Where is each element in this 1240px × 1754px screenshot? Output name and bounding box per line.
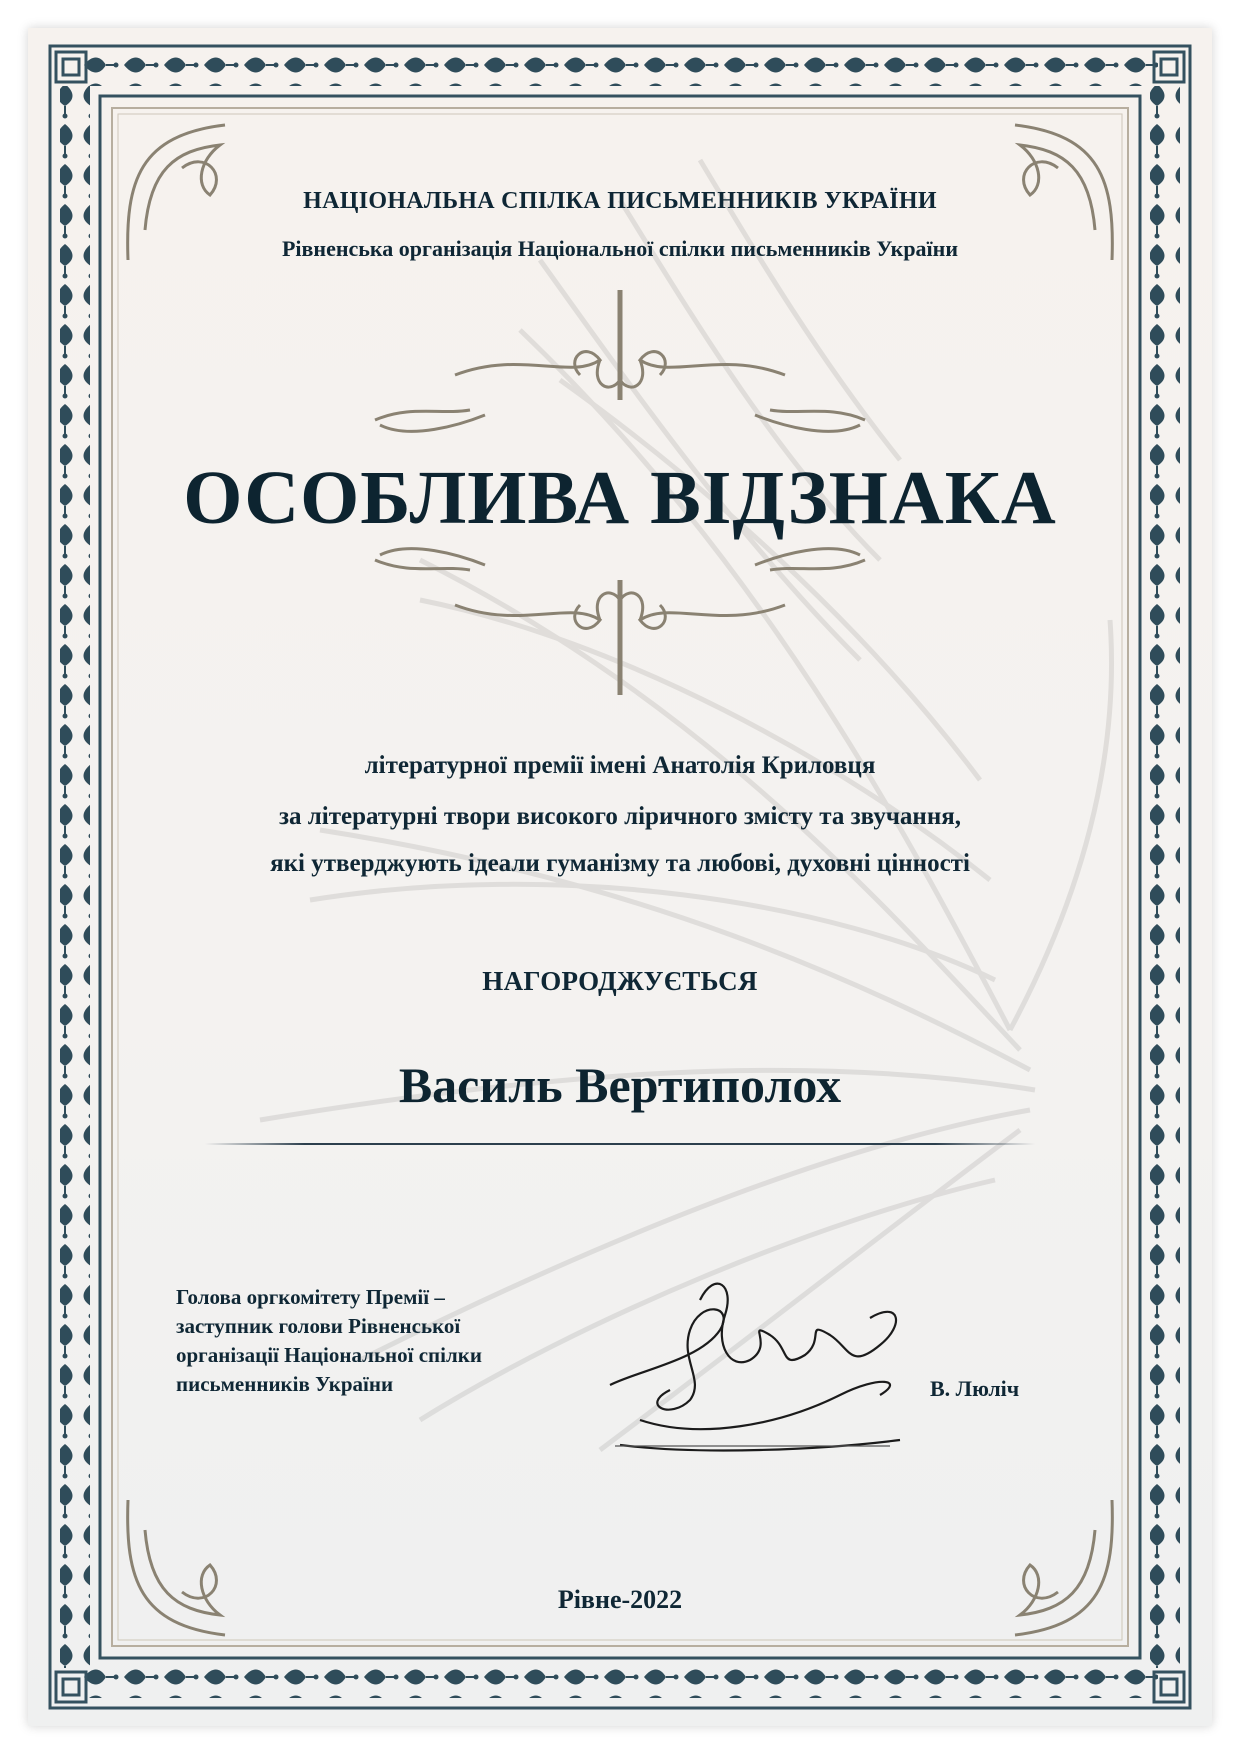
place-year: Рівне-2022 [557,1585,683,1614]
recipient-name: Василь Вертиполох [398,1057,842,1113]
signatory-role-line: письменників України [176,1372,394,1396]
signatory-role-line: Голова оргкомітету Премії – [176,1285,445,1309]
signer-name: В. Люліч [930,1376,1020,1401]
award-description-line: за літературні твори високого ліричного змісту та звучання, [278,803,962,830]
signatory-role [176,1283,596,1399]
award-title: ОСОБЛИВА ВІДЗНАКА [183,456,1057,540]
awarded-label: НАГОРОДЖУЄТЬСЯ [482,966,758,996]
signatory-role-line: організації Національної спілки [176,1343,482,1367]
award-description-line: літературної премії імені Анатолія Криловця [364,752,876,779]
organization-subtitle: Рівненська організація Національної спілки письменників України [281,236,959,261]
handwritten-signature [610,1284,900,1451]
recipient-underline [205,1143,1035,1145]
award-description-line: які утверджують ідеали гуманізму та любові, духовні цінності [270,850,970,877]
organization-title: НАЦІОНАЛЬНА СПІЛКА ПИСЬМЕННИКІВ УКРАЇНИ [303,188,937,214]
signatory-role-line: заступник голови Рівненської [176,1314,461,1338]
